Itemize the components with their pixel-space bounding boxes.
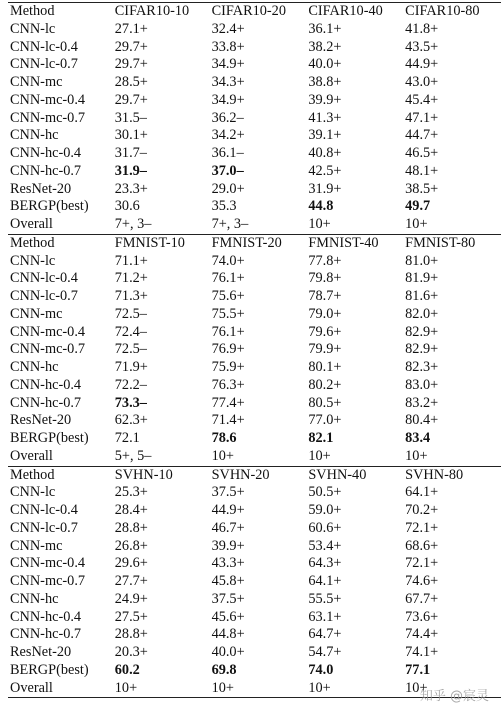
header-method: Method	[8, 3, 114, 21]
table-row	[8, 127, 501, 145]
method-cell: CNN-mc	[10, 537, 63, 554]
value-cell: 34.2+	[211, 127, 245, 144]
value-cell: 76.1+	[211, 323, 245, 340]
method-cell: CNN-hc-0.4	[10, 145, 82, 161]
value-cell: 37.0–	[211, 162, 244, 179]
table-row	[8, 395, 501, 413]
table-row	[8, 270, 501, 288]
value-cell: 44.7+	[405, 127, 439, 144]
table-row	[8, 92, 501, 110]
value-cell: 82.0+	[405, 305, 439, 322]
value-cell: 80.4+	[405, 412, 439, 429]
value-cell: 43.5+	[405, 38, 439, 55]
method-cell: CNN-mc	[10, 305, 63, 322]
value-cell: 54.7+	[308, 644, 342, 660]
value-cell: 36.1–	[211, 145, 244, 161]
section-header-row	[8, 3, 501, 21]
value-cell: 10+	[114, 680, 211, 698]
value-cell: 29.7+	[114, 56, 148, 73]
table-row	[8, 591, 501, 609]
method-cell: ResNet-20	[10, 412, 72, 429]
value-cell: 72.4–	[114, 323, 147, 340]
table-row	[8, 198, 501, 216]
method-cell: ResNet-20	[10, 180, 72, 197]
table-row	[8, 662, 501, 680]
value-cell: 33.8+	[211, 38, 245, 55]
value-cell: 43.0+	[405, 74, 439, 90]
value-cell: 55.5+	[308, 590, 342, 607]
table-row	[8, 359, 501, 377]
value-cell: 73.6+	[405, 608, 439, 625]
value-cell: 32.4+	[211, 20, 245, 37]
method-cell: CNN-lc-0.7	[10, 56, 78, 73]
method-cell: CNN-hc-0.4	[10, 376, 82, 393]
value-cell: 44.9+	[405, 56, 439, 73]
method-cell: CNN-mc-0.7	[10, 341, 86, 358]
value-cell: 25.3+	[114, 484, 148, 501]
value-cell: 48.1+	[405, 162, 439, 179]
value-cell: 34.9+	[211, 91, 245, 108]
value-cell: 10+	[405, 447, 428, 464]
value-cell: 80.1+	[308, 359, 342, 375]
value-cell: 74.4+	[405, 626, 439, 643]
table-row	[8, 21, 501, 39]
value-cell: 10+	[211, 680, 308, 698]
value-cell: 79.6+	[308, 323, 342, 340]
value-cell: 60.6+	[308, 519, 342, 536]
table-row	[8, 448, 501, 466]
value-cell: 31.5–	[114, 109, 147, 126]
value-cell: 59.0+	[308, 502, 342, 518]
value-cell: 71.1+	[114, 252, 148, 269]
value-cell: 82.9+	[405, 323, 439, 340]
value-cell: 7+, 3–	[114, 216, 152, 232]
table-row	[8, 39, 501, 57]
table-row	[8, 216, 501, 234]
value-cell: 78.6	[211, 430, 237, 446]
value-cell: 26.8+	[114, 537, 148, 554]
value-cell: 43.3+	[211, 555, 245, 572]
table-row	[8, 412, 501, 430]
value-cell: 47.1+	[405, 109, 439, 126]
table-row	[8, 538, 501, 556]
value-cell: 28.5+	[114, 74, 148, 90]
value-cell: 28.8+	[114, 626, 148, 643]
value-cell: 82.9+	[405, 341, 439, 358]
value-cell: 71.2+	[114, 270, 148, 287]
value-cell: 76.3+	[211, 376, 245, 393]
table-row	[8, 520, 501, 538]
value-cell: 34.3+	[211, 74, 245, 90]
value-cell: 76.1+	[211, 270, 245, 287]
section-header-row	[8, 234, 501, 252]
value-cell: 40.0+	[308, 56, 342, 73]
value-cell: 39.9+	[211, 537, 245, 554]
section-header-row	[8, 466, 501, 484]
header-dataset: SVHN-40	[307, 466, 404, 484]
value-cell: 45.4+	[405, 91, 439, 108]
method-cell: CNN-hc-0.7	[10, 162, 82, 179]
method-cell: CNN-mc-0.4	[10, 323, 86, 340]
method-cell: CNN-hc	[10, 359, 59, 375]
value-cell: 83.4	[405, 430, 431, 446]
method-cell: Overall	[10, 216, 53, 232]
value-cell: 34.9+	[211, 56, 245, 73]
method-cell: CNN-lc	[10, 252, 56, 269]
watermark: 知乎 @宸灵	[419, 689, 489, 704]
method-cell: CNN-lc-0.7	[10, 519, 78, 536]
value-cell: 28.4+	[114, 502, 148, 518]
header-dataset: CIFAR10-20	[211, 3, 308, 21]
value-cell: 63.1+	[308, 608, 342, 625]
value-cell: 81.0+	[405, 252, 439, 269]
table-row	[8, 163, 501, 181]
value-cell: 80.5+	[308, 394, 342, 411]
method-cell: CNN-hc-0.7	[10, 626, 82, 643]
table-row	[8, 573, 501, 591]
value-cell: 7+, 3–	[211, 216, 249, 232]
table-row	[8, 306, 501, 324]
method-cell: BERGP(best)	[10, 430, 89, 446]
header-method: Method	[8, 234, 114, 252]
method-cell: CNN-lc-0.4	[10, 502, 78, 518]
value-cell: 79.8+	[308, 270, 342, 287]
value-cell: 64.3+	[308, 555, 342, 572]
value-cell: 72.1	[114, 430, 140, 446]
value-cell: 79.0+	[308, 305, 342, 322]
value-cell: 72.1+	[405, 519, 439, 536]
table-row	[8, 609, 501, 627]
value-cell: 77.1	[405, 661, 431, 678]
value-cell: 53.4+	[308, 537, 342, 554]
method-cell: CNN-lc-0.7	[10, 288, 78, 304]
value-cell: 75.5+	[211, 305, 245, 322]
table-row	[8, 644, 501, 662]
method-cell: CNN-lc-0.4	[10, 38, 78, 55]
value-cell: 74.6+	[405, 573, 439, 589]
method-cell: CNN-lc-0.4	[10, 270, 78, 287]
table-row	[8, 502, 501, 520]
table-row	[8, 377, 501, 395]
value-cell: 69.8	[211, 661, 237, 678]
value-cell: 71.4+	[211, 412, 245, 429]
value-cell: 46.7+	[211, 519, 245, 536]
header-dataset: FMNIST-80	[404, 234, 501, 252]
method-cell: CNN-lc	[10, 484, 56, 501]
value-cell: 24.9+	[114, 590, 148, 607]
value-cell: 10+	[307, 680, 404, 698]
value-cell: 50.5+	[308, 484, 342, 501]
value-cell: 76.9+	[211, 341, 245, 358]
header-dataset: CIFAR10-10	[114, 3, 211, 21]
method-cell: CNN-mc-0.4	[10, 555, 86, 572]
value-cell: 49.7	[405, 198, 431, 215]
method-cell: CNN-hc	[10, 590, 59, 607]
header-dataset: SVHN-80	[404, 466, 501, 484]
value-cell: 27.7+	[114, 573, 148, 589]
value-cell: 31.7–	[114, 145, 147, 161]
value-cell: 37.5+	[211, 484, 245, 501]
table-row	[8, 626, 501, 644]
value-cell: 10+	[211, 447, 234, 464]
value-cell: 75.6+	[211, 288, 245, 304]
value-cell: 45.6+	[211, 608, 245, 625]
value-cell: 30.1+	[114, 127, 148, 144]
value-cell: 46.5+	[405, 145, 439, 161]
value-cell: 10+	[308, 447, 331, 464]
value-cell: 74.1+	[405, 644, 439, 660]
table-row	[8, 110, 501, 128]
method-cell: CNN-mc-0.4	[10, 91, 86, 108]
value-cell: 74.0+	[211, 252, 245, 269]
value-cell: 68.6+	[405, 537, 439, 554]
header-dataset: FMNIST-40	[307, 234, 404, 252]
value-cell: 74.0	[308, 661, 334, 678]
value-cell: 27.1+	[114, 20, 148, 37]
value-cell: 41.8+	[405, 20, 439, 37]
value-cell: 44.8+	[211, 626, 245, 643]
value-cell: 5+, 5–	[114, 447, 152, 464]
value-cell: 64.1+	[308, 573, 342, 589]
value-cell: 64.7+	[308, 626, 342, 643]
value-cell: 81.6+	[405, 288, 439, 304]
value-cell: 29.6+	[114, 555, 148, 572]
method-cell: BERGP(best)	[10, 198, 89, 215]
value-cell: 67.7+	[405, 590, 439, 607]
header-dataset: CIFAR10-40	[307, 3, 404, 21]
table-row	[8, 430, 501, 448]
method-cell: CNN-mc-0.7	[10, 573, 86, 589]
table-row	[8, 74, 501, 92]
table-row	[8, 145, 501, 163]
method-cell: CNN-hc	[10, 127, 59, 144]
header-dataset: FMNIST-10	[114, 234, 211, 252]
value-cell: 38.2+	[308, 38, 342, 55]
header-method: Method	[8, 466, 114, 484]
value-cell: 39.9+	[308, 91, 342, 108]
method-cell: BERGP(best)	[10, 661, 89, 678]
value-cell: 72.5–	[114, 341, 147, 358]
value-cell: 72.1+	[405, 555, 439, 572]
value-cell: 36.2–	[211, 109, 244, 126]
value-cell: 81.9+	[405, 270, 439, 287]
value-cell: 78.7+	[308, 288, 342, 304]
header-dataset: SVHN-20	[211, 466, 308, 484]
method-cell: Overall	[10, 447, 53, 464]
value-cell: 77.4+	[211, 394, 245, 411]
value-cell: 31.9–	[114, 162, 147, 179]
value-cell: 60.2	[114, 661, 140, 678]
value-cell: 82.1	[308, 430, 334, 446]
table-row	[8, 555, 501, 573]
value-cell: 83.2+	[405, 394, 439, 411]
value-cell: 77.8+	[308, 252, 342, 269]
value-cell: 42.5+	[308, 162, 342, 179]
table-row	[8, 288, 501, 306]
value-cell: 29.7+	[114, 91, 148, 108]
table-row	[8, 484, 501, 502]
value-cell: 83.0+	[405, 376, 439, 393]
method-cell: Overall	[8, 680, 114, 698]
value-cell: 40.8+	[308, 145, 342, 161]
value-cell: 39.1+	[308, 127, 342, 144]
value-cell: 64.1+	[405, 484, 439, 501]
method-cell: CNN-hc-0.4	[10, 608, 82, 625]
value-cell: 29.0+	[211, 180, 245, 197]
value-cell: 71.9+	[114, 359, 148, 375]
results-table-body	[8, 3, 501, 698]
method-cell: CNN-lc	[10, 20, 56, 37]
method-cell: ResNet-20	[10, 644, 72, 660]
table-row	[8, 324, 501, 342]
value-cell: 77.0+	[308, 412, 342, 429]
value-cell: 80.2+	[308, 376, 342, 393]
results-table	[8, 2, 501, 698]
method-cell: CNN-mc	[10, 74, 63, 90]
value-cell: 72.2–	[114, 376, 147, 393]
value-cell: 44.8	[308, 198, 334, 215]
table-row	[8, 341, 501, 359]
value-cell: 62.3+	[114, 412, 148, 429]
value-cell: 10+	[404, 680, 501, 698]
value-cell: 38.8+	[308, 74, 342, 90]
value-cell: 79.9+	[308, 341, 342, 358]
value-cell: 37.5+	[211, 590, 245, 607]
value-cell: 10+	[405, 216, 428, 232]
value-cell: 29.7+	[114, 38, 148, 55]
header-dataset: FMNIST-20	[211, 234, 308, 252]
header-dataset: CIFAR10-80	[404, 3, 501, 21]
method-cell: CNN-hc-0.7	[10, 394, 82, 411]
method-cell: CNN-mc-0.7	[10, 109, 86, 126]
value-cell: 75.9+	[211, 359, 245, 375]
header-dataset: SVHN-10	[114, 466, 211, 484]
value-cell: 20.3+	[114, 644, 148, 660]
value-cell: 72.5–	[114, 305, 147, 322]
table-row	[8, 181, 501, 199]
value-cell: 28.8+	[114, 519, 148, 536]
value-cell: 70.2+	[405, 502, 439, 518]
value-cell: 35.3	[211, 198, 237, 215]
value-cell: 40.0+	[211, 644, 245, 660]
value-cell: 10+	[308, 216, 331, 232]
table-row	[8, 56, 501, 74]
value-cell: 44.9+	[211, 502, 245, 518]
value-cell: 71.3+	[114, 288, 148, 304]
value-cell: 23.3+	[114, 180, 148, 197]
value-cell: 45.8+	[211, 573, 245, 589]
table-row	[8, 253, 501, 271]
value-cell: 82.3+	[405, 359, 439, 375]
value-cell: 38.5+	[405, 180, 439, 197]
value-cell: 30.6	[114, 198, 140, 215]
value-cell: 41.3+	[308, 109, 342, 126]
value-cell: 31.9+	[308, 180, 342, 197]
value-cell: 27.5+	[114, 608, 148, 625]
value-cell: 73.3–	[114, 394, 147, 411]
value-cell: 36.1+	[308, 20, 342, 37]
